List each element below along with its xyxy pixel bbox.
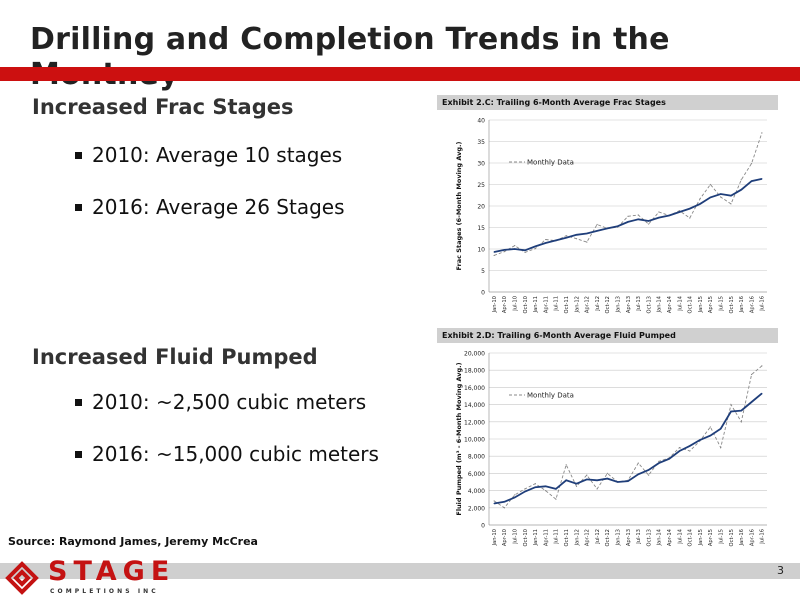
series-moving-average-line — [494, 179, 762, 252]
bullet-list-frac-stages — [75, 143, 345, 247]
data-point — [586, 479, 587, 480]
title-underline-bar — [0, 67, 800, 81]
data-point — [710, 197, 711, 198]
y-tick-label: 10 — [477, 246, 485, 254]
logo-wordmark: STAGE — [48, 556, 176, 587]
bullet-text: 2016: Average 26 Stages — [92, 195, 345, 219]
data-point — [576, 483, 577, 484]
bullet-text: 2010: Average 10 stages — [92, 143, 343, 167]
bullet-item — [75, 442, 379, 494]
bullet-item — [75, 143, 345, 195]
x-tick-label: Oct-10 — [522, 529, 529, 547]
data-point — [524, 250, 525, 251]
bullet-text: 2016: ~15,000 cubic meters — [92, 442, 379, 466]
data-point — [720, 196, 721, 197]
data-point — [730, 404, 731, 405]
data-point — [658, 461, 659, 462]
data-point — [761, 178, 762, 179]
data-point — [627, 481, 628, 482]
x-tick-label: Jul-11 — [553, 296, 560, 311]
y-tick-label: 40 — [477, 117, 485, 125]
data-point — [720, 447, 721, 448]
data-point — [679, 211, 680, 212]
y-tick-label: 6,000 — [467, 470, 485, 478]
data-point — [504, 249, 505, 250]
data-point — [494, 251, 495, 252]
data-point — [586, 475, 587, 476]
data-point — [597, 488, 598, 489]
data-point — [607, 478, 608, 479]
x-tick-label: Jan-15 — [697, 529, 704, 546]
data-point — [648, 469, 649, 470]
x-tick-label: Oct-11 — [564, 529, 571, 547]
data-point — [648, 220, 649, 221]
x-tick-label: Jul-12 — [594, 296, 601, 311]
y-tick-label: 25 — [477, 182, 485, 189]
data-point — [504, 251, 505, 252]
x-tick-label: Apr-12 — [584, 529, 591, 547]
data-point — [741, 410, 742, 411]
data-point — [555, 240, 556, 241]
data-point — [669, 458, 670, 459]
data-point — [524, 491, 525, 492]
data-point — [761, 365, 762, 366]
bullet-square-icon — [75, 204, 82, 211]
x-tick-label: Jul-16 — [759, 529, 766, 544]
data-point — [514, 245, 515, 246]
x-tick-label: Apr-13 — [625, 296, 632, 314]
x-tick-label: Jan-12 — [574, 529, 581, 546]
data-point — [679, 447, 680, 448]
data-point — [648, 475, 649, 476]
section-heading-frac-stages: Increased Frac Stages — [32, 95, 294, 119]
y-axis-label: Fluid Pumped (m³ - 6-Month Moving Avg.) — [455, 362, 463, 516]
frac-stages-chart — [437, 110, 778, 330]
y-tick-label: 0 — [481, 289, 485, 297]
x-tick-label: Jul-15 — [718, 529, 725, 544]
data-point — [514, 497, 515, 498]
exhibit-fluid-pumped — [437, 328, 778, 567]
data-point — [524, 252, 525, 253]
slide-title: Drilling and Completion Trends in the — [30, 22, 670, 57]
data-point — [658, 462, 659, 463]
x-tick-label: Jan-14 — [656, 529, 663, 546]
data-point — [494, 503, 495, 504]
x-tick-label: Jan-10 — [491, 296, 498, 313]
bullet-item — [75, 195, 345, 247]
data-point — [751, 163, 752, 164]
bullet-list-fluid-pumped — [75, 390, 379, 494]
x-tick-label: Jul-13 — [636, 529, 643, 544]
x-tick-label: Oct-12 — [605, 529, 612, 547]
x-tick-label: Apr-15 — [708, 529, 715, 547]
x-tick-label: Apr-14 — [666, 296, 673, 314]
x-tick-label: Apr-11 — [543, 296, 550, 314]
data-point — [638, 219, 639, 220]
data-point — [545, 486, 546, 487]
x-tick-label: Jan-10 — [491, 529, 498, 546]
data-point — [617, 226, 618, 227]
x-tick-label: Jul-14 — [677, 529, 684, 544]
data-point — [586, 242, 587, 243]
x-tick-label: Jul-10 — [512, 296, 519, 311]
x-tick-label: Apr-16 — [749, 529, 756, 547]
data-point — [761, 132, 762, 133]
data-point — [689, 208, 690, 209]
x-tick-label: Oct-12 — [605, 296, 612, 314]
x-tick-label: Oct-14 — [687, 296, 694, 314]
x-tick-label: Oct-13 — [646, 529, 653, 547]
data-point — [576, 238, 577, 239]
data-point — [566, 480, 567, 481]
y-tick-label: 10,000 — [464, 436, 485, 444]
data-point — [555, 499, 556, 500]
data-point — [720, 428, 721, 429]
data-point — [504, 507, 505, 508]
data-point — [566, 235, 567, 236]
data-point — [710, 184, 711, 185]
x-tick-label: Apr-10 — [502, 296, 509, 314]
x-tick-label: Jul-12 — [594, 529, 601, 544]
x-tick-label: Apr-15 — [708, 296, 715, 314]
x-tick-label: Jan-12 — [574, 296, 581, 313]
y-tick-label: 20 — [477, 203, 485, 211]
y-tick-label: 14,000 — [464, 402, 485, 410]
data-point — [555, 488, 556, 489]
x-tick-label: Oct-11 — [564, 296, 571, 314]
data-point — [524, 488, 525, 489]
x-tick-label: Jan-13 — [615, 296, 622, 313]
x-tick-label: Apr-10 — [502, 529, 509, 547]
data-point — [699, 439, 700, 440]
data-point — [710, 426, 711, 427]
data-point — [669, 215, 670, 216]
data-point — [699, 198, 700, 199]
bullet-square-icon — [75, 451, 82, 458]
data-point — [494, 255, 495, 256]
x-tick-label: Jan-11 — [533, 296, 540, 313]
y-tick-label: 35 — [477, 139, 485, 146]
y-tick-label: 2,000 — [467, 505, 485, 513]
y-tick-label: 30 — [477, 160, 485, 168]
page-number: 3 — [777, 564, 784, 577]
data-point — [535, 487, 536, 488]
data-point — [638, 214, 639, 215]
data-point — [597, 224, 598, 225]
data-point — [679, 450, 680, 451]
data-point — [535, 248, 536, 249]
x-tick-label: Oct-14 — [687, 529, 694, 547]
x-tick-label: Oct-13 — [646, 296, 653, 314]
data-point — [545, 242, 546, 243]
logo-subtext: COMPLETIONS INC — [50, 588, 159, 595]
data-point — [658, 217, 659, 218]
data-point — [617, 481, 618, 482]
data-point — [710, 435, 711, 436]
source-citation: Source: Raymond James, Jeremy McCrea — [8, 535, 258, 548]
data-point — [514, 248, 515, 249]
x-tick-label: Jan-13 — [615, 529, 622, 546]
data-point — [514, 494, 515, 495]
exhibit-header: Exhibit 2.D: Trailing 6-Month Average Fluid Pumped — [437, 328, 778, 343]
x-tick-label: Apr-11 — [543, 529, 550, 547]
data-point — [586, 233, 587, 234]
data-point — [576, 486, 577, 487]
data-point — [576, 234, 577, 235]
data-point — [741, 179, 742, 180]
x-tick-label: Apr-13 — [625, 529, 632, 547]
data-point — [566, 237, 567, 238]
bullet-item — [75, 390, 379, 442]
y-tick-label: 16,000 — [464, 384, 485, 392]
y-tick-label: 0 — [481, 522, 485, 530]
legend-label: Monthly Data — [527, 158, 574, 167]
x-tick-label: Jan-11 — [533, 529, 540, 546]
data-point — [607, 473, 608, 474]
y-tick-label: 20,000 — [464, 350, 485, 358]
data-point — [741, 421, 742, 422]
section-heading-fluid-pumped: Increased Fluid Pumped — [32, 345, 318, 369]
data-point — [627, 221, 628, 222]
y-tick-label: 8,000 — [467, 453, 485, 461]
x-tick-label: Jan-15 — [697, 296, 704, 313]
data-point — [689, 450, 690, 451]
data-point — [730, 411, 731, 412]
data-point — [751, 374, 752, 375]
bullet-square-icon — [75, 152, 82, 159]
data-point — [720, 193, 721, 194]
exhibit-frac-stages — [437, 95, 778, 334]
bullet-text: 2010: ~2,500 cubic meters — [92, 390, 367, 414]
x-tick-label: Apr-16 — [749, 296, 756, 314]
y-tick-label: 4,000 — [467, 488, 485, 496]
x-tick-label: Jul-13 — [636, 296, 643, 311]
data-point — [504, 501, 505, 502]
x-tick-label: Jan-16 — [739, 529, 746, 546]
fluid-pumped-chart — [437, 343, 778, 563]
x-tick-label: Jul-15 — [718, 296, 725, 311]
data-point — [597, 480, 598, 481]
data-point — [627, 216, 628, 217]
data-point — [751, 180, 752, 181]
x-tick-label: Apr-12 — [584, 296, 591, 314]
data-point — [597, 230, 598, 231]
y-tick-label: 12,000 — [464, 419, 485, 427]
data-point — [689, 445, 690, 446]
data-point — [607, 228, 608, 229]
x-tick-label: Jul-14 — [677, 296, 684, 311]
x-tick-label: Jul-11 — [553, 529, 560, 544]
x-tick-label: Oct-10 — [522, 296, 529, 314]
data-point — [648, 223, 649, 224]
data-point — [761, 393, 762, 394]
data-point — [751, 401, 752, 402]
data-point — [689, 217, 690, 218]
data-point — [535, 246, 536, 247]
data-point — [730, 203, 731, 204]
bullet-square-icon — [75, 399, 82, 406]
x-tick-label: Oct-15 — [728, 529, 735, 547]
series-moving-average-line — [494, 393, 762, 503]
x-tick-label: Jan-14 — [656, 296, 663, 313]
x-tick-label: Oct-15 — [728, 296, 735, 314]
data-point — [638, 462, 639, 463]
y-tick-label: 5 — [481, 268, 485, 275]
data-point — [730, 195, 731, 196]
x-tick-label: Jul-16 — [759, 296, 766, 311]
data-point — [494, 500, 495, 501]
y-axis-label: Frac Stages (6-Month Moving Avg.) — [455, 141, 463, 271]
data-point — [658, 211, 659, 212]
data-point — [535, 483, 536, 484]
y-tick-label: 15 — [477, 225, 485, 232]
x-tick-label: Jan-16 — [739, 296, 746, 313]
x-tick-label: Jul-10 — [512, 529, 519, 544]
data-point — [545, 239, 546, 240]
data-point — [638, 474, 639, 475]
data-point — [545, 490, 546, 491]
x-tick-label: Apr-14 — [666, 529, 673, 547]
data-point — [741, 189, 742, 190]
exhibit-header: Exhibit 2.C: Trailing 6-Month Average Frac Stages — [437, 95, 778, 110]
legend-label: Monthly Data — [527, 391, 574, 400]
data-point — [699, 203, 700, 204]
data-point — [566, 464, 567, 465]
y-tick-label: 18,000 — [464, 367, 485, 375]
